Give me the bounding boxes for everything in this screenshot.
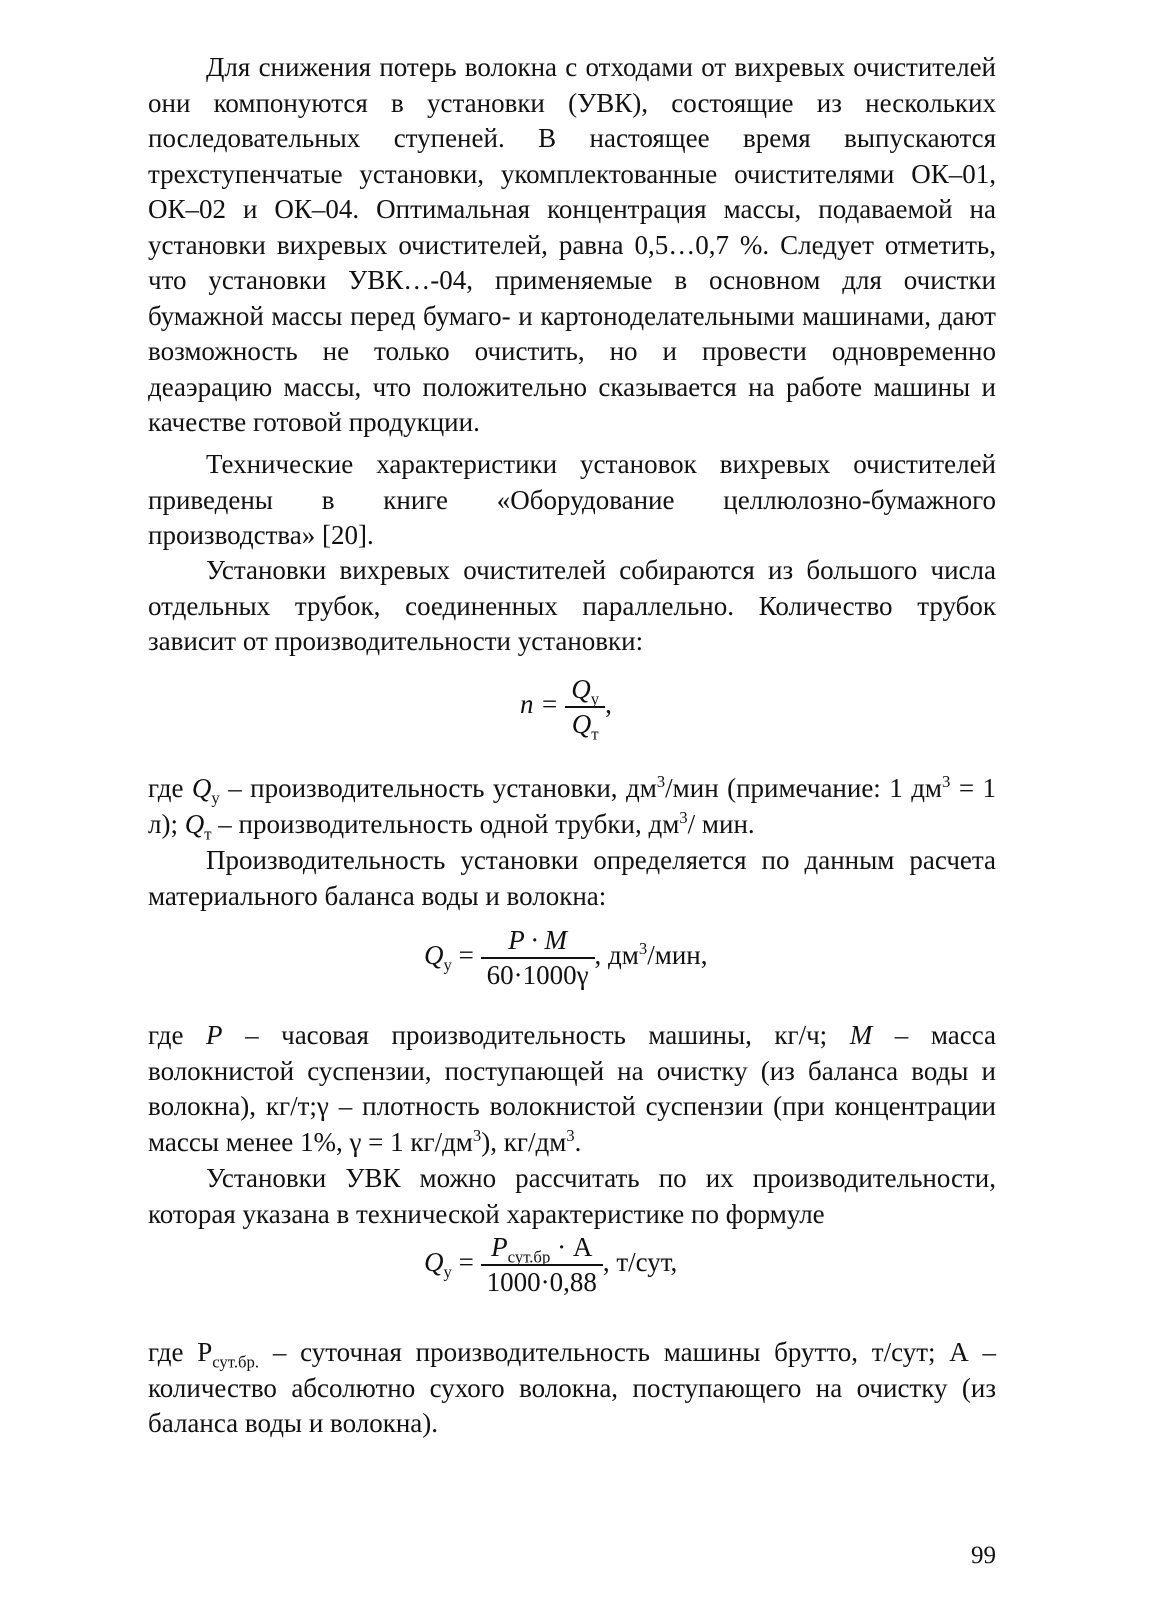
- formula-3-fraction: [481, 1234, 603, 1296]
- formula-2-equals: =: [458, 940, 474, 971]
- paragraph-3: Установки вихревых очистителей собираются из большого числа отдельных трубок, соединенных параллельно. Количество трубок зависит от производительности установки:: [148, 555, 996, 656]
- formula-1-num-sub: у: [590, 689, 600, 709]
- formula-3-num-p: P: [491, 1232, 508, 1262]
- page-number: 99: [971, 1542, 996, 1569]
- formula-1-num: Q: [571, 674, 591, 704]
- paragraph-8-block: [148, 1335, 996, 1442]
- formula-3-den: 1000·0,88: [486, 1267, 597, 1297]
- paragraph-8: где $Р_{сут.бр.}$ – суточная производительность машины брутто, т/сут; А – количество абсолютно сухого волокна, поступающего на очистку (из баланса воды и волокна).: [148, 1337, 996, 1438]
- formula-2-tail-sup: 3: [638, 939, 648, 959]
- formula-3-equals: =: [458, 1247, 474, 1278]
- paragraph-5-block: [148, 843, 996, 914]
- formula-tube-count: [520, 674, 612, 744]
- formula-1-lhs: n =: [520, 689, 559, 720]
- formula-2-tail: , дм: [594, 940, 639, 971]
- formula-daily-capacity: [424, 1234, 677, 1296]
- paragraph-2-block: [148, 447, 996, 554]
- formula-unit-capacity: [424, 927, 708, 989]
- paragraph-1: Для снижения потерь волокна с отходами от вихревых очистителей они компонуются в установки (УВК), состоящие из нескольких последовательных ступеней. В настоящее время выпускаются трехступенчатые установки, укомплектованные очистителями ОК–01, ОК–02 и ОК–04. Оптимальная концентрация массы, подаваемой на установки вихревых очистителей, равна 0,5…0,7 %. Следует отметить, что установки УВК…-04, применяемые в основном для очистки бумажной массы перед бумаго- и картоноделательными машинами, дают возможность не только очистить, но и провести одновременно деаэрацию массы, что положительно сказывается на работе машины и качестве готовой продукции.: [148, 52, 996, 437]
- formula-3-num-rest: · А: [550, 1232, 593, 1262]
- paragraph-2: Технические характеристики установок вихревых очистителей приведены в книге «Оборудование целлюлозно-бумажного производства» [20].: [148, 449, 996, 550]
- paragraph-3-block: [148, 553, 996, 660]
- paragraph-6-block: [148, 1018, 996, 1160]
- formula-2-num: P · M: [481, 927, 595, 959]
- paragraph-6: где P – часовая производительность машины, кг/ч; M – масса волокнистой суспензии, поступающей на очистку (из баланса воды и волокна), кг/т;γ – плотность волокнистой суспензии (при концентрации массы менее 1%, γ = 1 $кг/дм^3$), $кг/дм^3$.: [148, 1020, 997, 1157]
- formula-2-tail-unit: /мин,: [647, 940, 708, 971]
- paragraph-1-block: [148, 50, 996, 441]
- paragraph-5: Производительность установки определяется по данным расчета материального баланса воды и волокна:: [148, 845, 996, 911]
- formula-3-lhs-sub: у: [443, 1262, 452, 1282]
- formula-3-num-sub: сут.бр: [507, 1247, 551, 1267]
- formula-2-fraction: [481, 927, 595, 989]
- formula-1-den: Q: [571, 709, 592, 739]
- formula-2-lhs-sub: у: [443, 955, 452, 975]
- formula-1-tail: ,: [605, 689, 612, 720]
- formula-2-den: 60·1000γ: [486, 960, 589, 990]
- formula-1-den-sub: т: [591, 724, 599, 744]
- formula-1-fraction: [565, 674, 605, 744]
- paragraph-4: где $Q_у$ – производительность установки, $дм^3$/мин (примечание: 1 $дм^3 = 1$ л); $Q_т$ – производительность одной трубки, $дм^3/$ мин.: [148, 772, 996, 843]
- formula-3-lhs: Q: [424, 1247, 444, 1278]
- paragraph-4-block: [148, 771, 996, 842]
- paragraph-7-block: [148, 1161, 996, 1232]
- paragraph-7: Установки УВК можно рассчитать по их производительности, которая указана в технической характеристике по формуле: [148, 1163, 996, 1229]
- formula-3-tail: , т/сут,: [602, 1247, 678, 1278]
- formula-2-lhs: Q: [424, 940, 444, 971]
